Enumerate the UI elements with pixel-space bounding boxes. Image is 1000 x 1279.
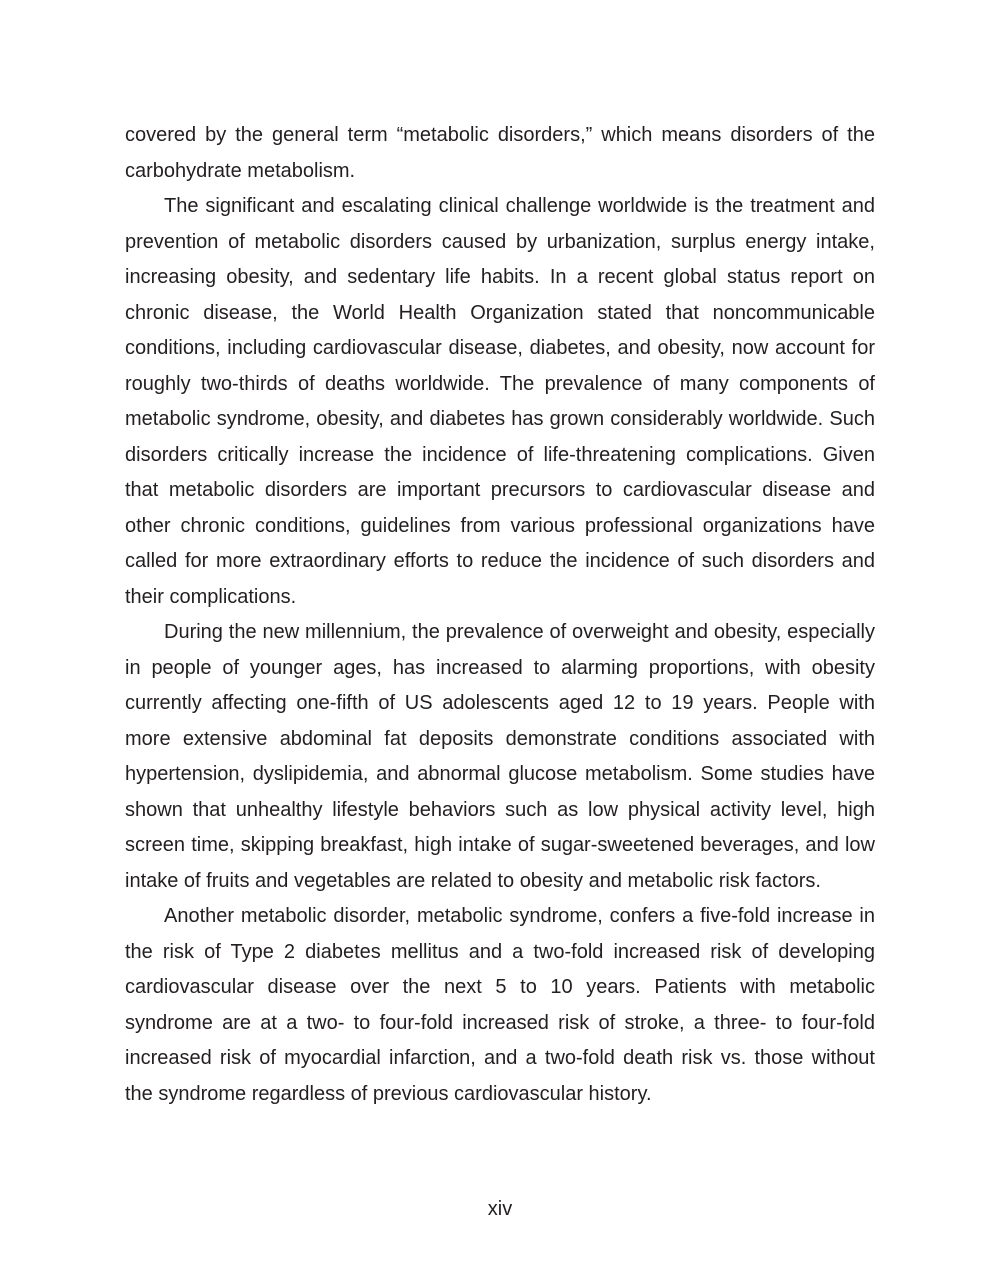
paragraph-clinical-challenge: The significant and escalating clinical challenge worldwide is the treatment and prevention of metabolic disorders caused by urbanization, surplus energy intake, increasing obesity, and sedentary life habits. In a recent global status report on chronic disease, the World Health Organization stated that noncommunicable conditions, including cardiovascular disease, diabetes, and obesity, now account for roughly two-thirds of deaths worldwide. The prevalence of many components of metabolic syndrome, obesity, and diabetes has grown considerably worldwide. Such disorders critically increase the incidence of life-threatening complications. Given that metabolic disorders are important precursors to cardiovascular disease and other chronic conditions, guidelines from various professional organizations have called for more extraordinary efforts to reduce the incidence of such disorders and their complications. (125, 195, 875, 608)
paragraph-obesity-prevalence: During the new millennium, the prevalence of overweight and obesity, especially in people of younger ages, has increased to alarming proportions, with obesity currently affecting one-fifth of US adolescents aged 12 to 19 years. People with more extensive abdominal fat deposits demonstrate conditions associated with hypertension, dyslipidemia, and abnormal glucose metabolism. Some studies have shown that unhealthy lifestyle behaviors such as low physical activity level, high screen time, skipping breakfast, high intake of sugar-sweetened beverages, and low intake of fruits and vegetables are related to obesity and metabolic risk factors. (125, 621, 875, 892)
page-number: xiv (487, 1198, 513, 1220)
paragraph-continuation: covered by the general term “metabolic disorders,” which means disorders of the carbohydrate metabolism. (125, 124, 875, 182)
body-text (125, 118, 875, 1112)
paragraph-metabolic-syndrome: Another metabolic disorder, metabolic syndrome, confers a five-fold increase in the risk of Type 2 diabetes mellitus and a two-fold increased risk of developing cardiovascular disease over the next 5 to 10 years. Patients with metabolic syndrome are at a two- to four-fold increased risk of stroke, a three- to four-fold increased risk of myocardial infarction, and a two-fold death risk vs. those without the syndrome regardless of previous cardiovascular history. (125, 905, 875, 1105)
